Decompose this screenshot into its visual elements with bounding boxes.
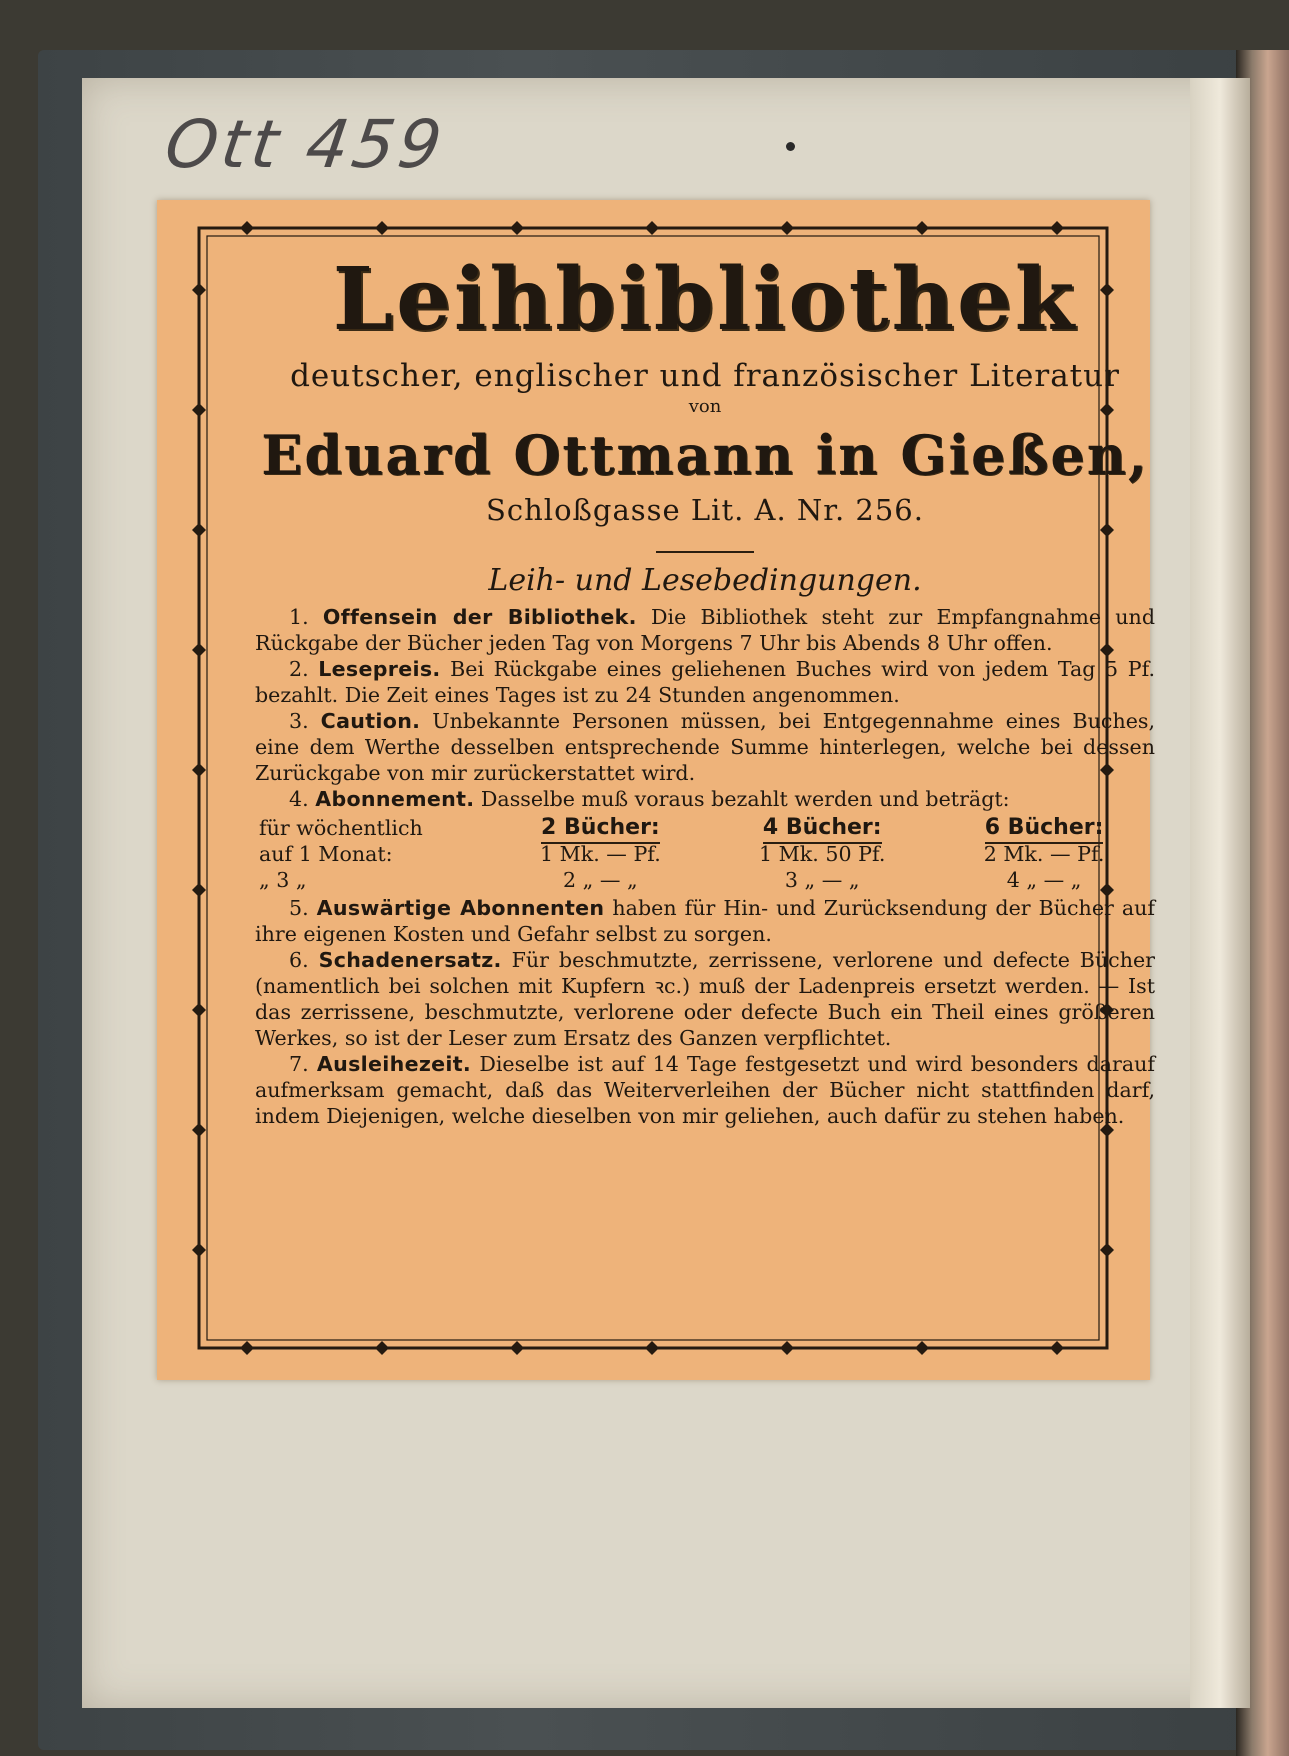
- border-ornament: [915, 1341, 929, 1355]
- label-title: Leihbibliothek: [332, 249, 1078, 350]
- subscription-price-table: [255, 814, 1155, 893]
- table-cell: 1 Mk. — Pf.: [540, 842, 661, 866]
- table-row: [255, 841, 1155, 867]
- border-ornament: [192, 1003, 206, 1017]
- condition-text: Dasselbe muß voraus bezahlt werden und beträgt:: [480, 787, 1010, 811]
- owner-address: Schloßgasse Lit. A. Nr. 256.: [486, 493, 924, 527]
- table-cell: 4 „ — „: [1006, 868, 1082, 892]
- condition-heading: Caution.: [320, 709, 421, 733]
- border-ornament: [375, 1341, 389, 1355]
- condition-text: Für beschmutzte, zerrissene, verlorene und defecte Bücher (namentlich bei solchen mit Kupfern ꝛc.) muß der Ladenpreis ersetzt werden. — Ist das zerrissene, beschmutzte, verlorene oder defecte Buch ein Theil eines größeren Werkes, so ist der Leser zum Ersatz des Ganzen verpflichtet.: [255, 948, 1156, 1050]
- border-ornament: [192, 403, 206, 417]
- table-row-label: auf 1 Monat:: [259, 842, 393, 866]
- label-subtitle: deutscher, englischer und französischer Literatur: [290, 358, 1120, 394]
- table-cell: 2 „ — „: [563, 868, 638, 892]
- gutter-fold: [1190, 78, 1250, 1708]
- table-column-header: 4 Bücher:: [763, 815, 882, 844]
- condition-number: 2.: [289, 657, 309, 681]
- border-ornament: [192, 643, 206, 657]
- condition-number: 4.: [289, 787, 309, 811]
- table-row: [255, 867, 1155, 893]
- table-row-label: für wöchentlich: [259, 816, 423, 840]
- table-column-header: 6 Bücher:: [985, 815, 1104, 844]
- border-ornament: [192, 883, 206, 897]
- handwritten-shelfmark: Ott 459: [160, 106, 451, 183]
- border-ornament: [645, 1341, 659, 1355]
- border-ornament: [1050, 221, 1064, 235]
- condition-heading: Schadenersatz.: [318, 948, 502, 972]
- condition-3: [255, 708, 1155, 786]
- condition-number: 7.: [289, 1052, 309, 1076]
- library-label: [157, 200, 1156, 1380]
- label-content: [255, 250, 1155, 1129]
- border-ornament: [1100, 1243, 1114, 1257]
- condition-4: [255, 786, 1155, 812]
- ink-dot: [786, 142, 795, 151]
- border-ornament: [510, 221, 524, 235]
- conditions-body: [255, 604, 1155, 1129]
- condition-number: 6.: [289, 948, 309, 972]
- border-ornament: [645, 221, 659, 235]
- condition-text: Bei Rückgabe eines geliehenen Buches wird von jedem Tag 5 Pf. bezahlt. Die Zeit eines Tages ist zu 24 Stunden angenommen.: [255, 657, 1156, 707]
- border-ornament: [375, 221, 389, 235]
- border-ornament: [780, 1341, 794, 1355]
- border-ornament: [240, 1341, 254, 1355]
- border-ornament: [1050, 1341, 1064, 1355]
- divider-rule: [656, 551, 754, 553]
- condition-number: 5.: [289, 896, 309, 920]
- condition-text: haben für Hin- und Zurücksendung der Bücher auf ihre eigenen Kosten und Gefahr selbst zu sorgen.: [255, 896, 1156, 946]
- table-cell: 3 „ — „: [784, 868, 860, 892]
- table-cell: 1 Mk. 50 Pf.: [759, 842, 886, 866]
- condition-number: 1.: [289, 605, 309, 629]
- condition-heading: Ausleihezeit.: [316, 1052, 472, 1076]
- border-ornament: [192, 763, 206, 777]
- border-ornament: [510, 1341, 524, 1355]
- table-cell: 2 Mk. — Pf.: [983, 842, 1105, 866]
- border-ornament: [780, 221, 794, 235]
- condition-6: [255, 947, 1155, 1051]
- condition-heading: Lesepreis.: [318, 657, 441, 681]
- condition-number: 3.: [289, 709, 309, 733]
- table-header-row: [255, 814, 1155, 841]
- condition-1: [255, 604, 1155, 656]
- border-ornament: [915, 221, 929, 235]
- conditions-heading: Leih- und Lesebedingungen.: [488, 563, 922, 598]
- condition-text: Unbekannte Personen müssen, bei Entgegennahme eines Buches, eine dem Werthe desselben entsprechende Summe hinterlegen, welche bei dessen Zurückgabe von mir zurückerstattet wird.: [255, 709, 1156, 785]
- border-ornament: [192, 1123, 206, 1137]
- condition-2: [255, 656, 1155, 708]
- condition-heading: Auswärtige Abonnenten: [316, 896, 605, 920]
- table-row-label: „ 3 „: [259, 868, 307, 892]
- condition-5: [255, 895, 1155, 947]
- label-von: von: [688, 396, 722, 417]
- condition-text: Dieselbe ist auf 14 Tage festgesetzt und wird besonders darauf aufmerksam gemacht, daß das Weiterverleihen der Bücher nicht stattfinden darf, indem Diejenigen, welche dieselben von mir geliehen, auch dafür zu stehen haben.: [255, 1052, 1156, 1128]
- condition-heading: Abonnement.: [315, 787, 475, 811]
- border-ornament: [240, 221, 254, 235]
- condition-7: [255, 1051, 1155, 1129]
- border-ornament: [192, 283, 206, 297]
- condition-text: Die Bibliothek steht zur Empfangnahme und Rückgabe der Bücher jeden Tag von Morgens 7 Uhr bis Abends 8 Uhr offen.: [255, 605, 1156, 655]
- table-column-header: 2 Bücher:: [541, 815, 660, 844]
- border-ornament: [192, 523, 206, 537]
- condition-heading: Offensein der Bibliothek.: [322, 605, 637, 629]
- owner-name: Eduard Ottmann in Gießen,: [261, 423, 1149, 487]
- border-ornament: [192, 1243, 206, 1257]
